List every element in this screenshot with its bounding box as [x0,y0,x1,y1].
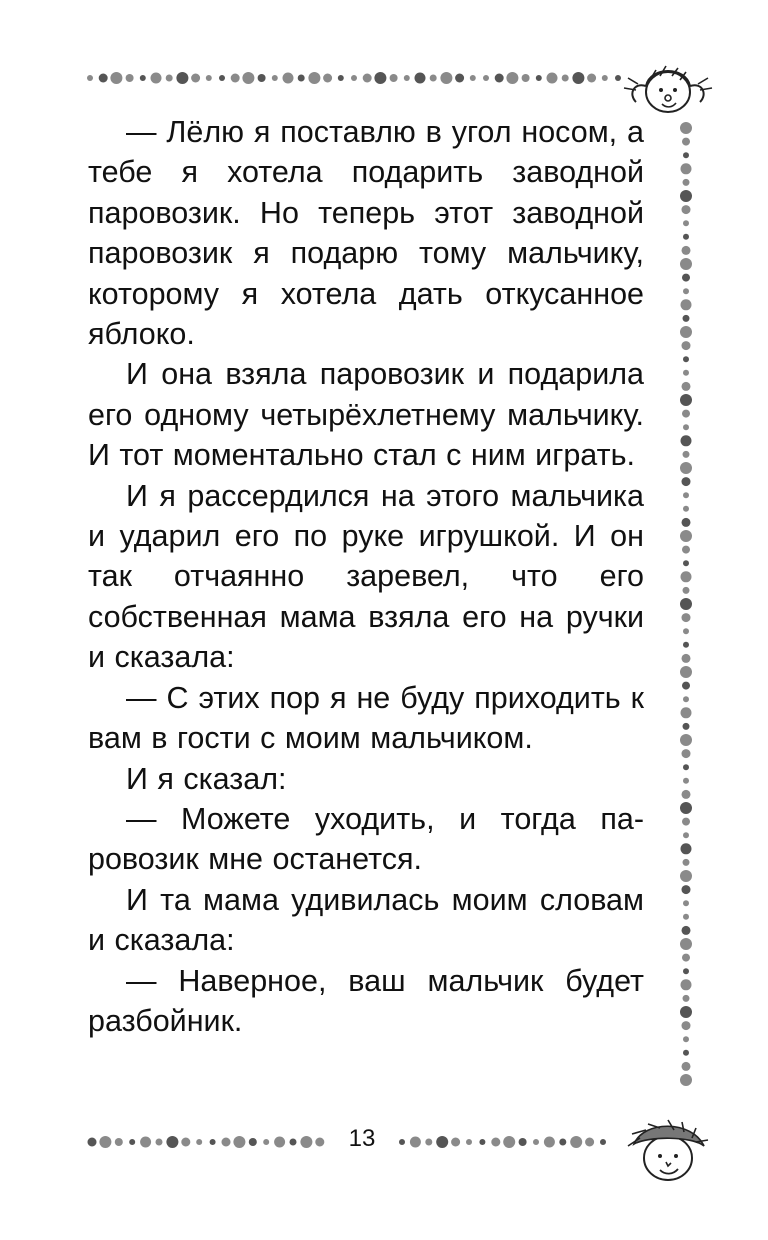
bottom-right-dot-row [399,1136,606,1148]
border-dot [681,571,692,582]
border-dot [374,72,386,84]
border-dot [683,315,690,322]
border-dot [503,1136,515,1148]
top-dot-row [87,72,621,84]
girl-face-icon [624,66,712,112]
border-dot [140,75,146,81]
border-dot [683,288,689,294]
border-dot [602,75,608,81]
border-dot [436,1136,448,1148]
border-dot [683,778,689,784]
border-dot [682,790,691,799]
border-dot [680,122,692,134]
border-dot [249,1138,257,1146]
border-dot [682,749,691,758]
border-dot [483,75,489,81]
paragraph: И я сказал: [126,761,287,796]
border-dot [181,1138,190,1147]
border-dot [682,885,691,894]
border-dot [544,1137,555,1148]
border-dot [682,613,691,622]
border-dot [682,682,690,690]
border-dot [683,506,689,512]
border-dot [680,802,692,814]
border-dot [140,1137,151,1148]
border-dot [451,1138,460,1147]
border-dot [680,734,692,746]
border-dot [682,1062,691,1071]
border-dot [233,1136,245,1148]
border-dot [191,74,200,83]
border-dot [682,246,691,255]
border-dot [425,1139,432,1146]
border-dot [680,598,692,610]
border-dot [682,654,691,663]
border-dot [466,1139,472,1145]
border-dot [479,1139,485,1145]
border-dot [470,75,476,81]
border-dot [585,1138,594,1147]
border-dot [680,666,692,678]
border-dot [682,546,690,554]
border-dot [683,370,689,376]
border-dot [683,859,690,866]
border-dot [682,1021,691,1030]
border-dot [338,75,344,81]
border-dot [683,995,690,1002]
border-dot [683,234,689,240]
border-dot [87,75,93,81]
border-dot [166,1136,178,1148]
border-dot [570,1136,582,1148]
border-dot [680,462,692,474]
border-dot [681,843,692,854]
border-dot [308,72,320,84]
border-dot [298,75,305,82]
border-dot [495,74,504,83]
border-dot [680,530,692,542]
border-dot [681,299,692,310]
border-dot [151,73,162,84]
border-dot [680,326,692,338]
border-dot [272,75,278,81]
border-dot [263,1139,269,1145]
border-dot [683,1050,689,1056]
border-dot [683,492,689,498]
border-dot [680,1006,692,1018]
border-dot [682,926,691,935]
border-dot [390,74,398,82]
border-dot [351,75,357,81]
border-dot [683,723,690,730]
border-dot [680,394,692,406]
paragraph: И она взяла паровозик и подарила его одному четырёхлетнему мальчику. И тот моментально стал с ним играть. [88,357,644,473]
border-dot [399,1139,405,1145]
border-dot [274,1137,285,1148]
border-dot [547,73,558,84]
border-dot [683,764,689,770]
border-dot [410,1137,421,1148]
border-dot [615,75,621,81]
border-dot [166,75,173,82]
border-dot [440,72,452,84]
border-dot [681,435,692,446]
border-dot [683,968,689,974]
border-dot [219,75,225,81]
border-dot [126,74,134,82]
paragraph: — Наверное, ваш мальчик будет разбойник. [88,963,644,1038]
border-dot [681,163,692,174]
border-dot [231,74,240,83]
border-dot [242,72,254,84]
border-dot [682,205,691,214]
border-dot [683,900,689,906]
border-dot [682,382,691,391]
border-dot [455,74,464,83]
border-dot [680,190,692,202]
border-dot [683,451,690,458]
border-dot [683,356,689,362]
border-dot [683,642,689,648]
bottom-left-dot-row [88,1136,325,1148]
border-dot [300,1136,312,1148]
border-dot [681,707,692,718]
border-dot [683,152,689,158]
border-dot [683,424,689,430]
paragraph: И я рассердился на этого мальчика и ударил его по руке игрушкой. И он так отчаянно заревел, что его собственная мама взяла его на ручки и сказала: [88,478,644,675]
paragraph: — С этих пор я не буду приходить к вам в гости с моим мальчиком. [88,680,644,756]
border-dot [680,1074,692,1086]
border-dot [430,75,437,82]
border-dot [683,1036,689,1042]
border-dot [683,832,689,838]
border-dot [682,138,690,146]
border-dot [600,1139,606,1145]
border-dot [88,1138,97,1147]
border-dot [680,938,692,950]
border-dot [283,73,294,84]
border-dot [363,74,372,83]
boy-face-icon [628,1120,708,1180]
border-dot [680,258,692,270]
right-dot-column [680,122,692,1086]
border-dot [196,1139,202,1145]
border-dot [682,818,690,826]
border-dot [682,518,691,527]
page-number: 13 [348,1125,376,1152]
border-dot [682,274,690,282]
border-dot [176,72,188,84]
border-dot [683,220,689,226]
border-dot [315,1138,324,1147]
border-dot [562,75,569,82]
border-dot [210,1139,216,1145]
border-dot [99,1136,111,1148]
border-dot [536,75,542,81]
border-dot [683,696,689,702]
border-dot [572,72,584,84]
border-dot [115,1138,123,1146]
border-dot [683,914,689,920]
border-dot [682,477,691,486]
border-dot [206,75,212,81]
border-dot [682,954,690,962]
border-dot [519,1138,527,1146]
border-dot [522,74,530,82]
border-dot [156,1139,163,1146]
paragraph: И та мама удивилась моим словам и сказала: [88,882,644,958]
border-dot [404,75,410,81]
border-dot [506,72,518,84]
border-dot [683,628,689,634]
text-body [88,112,644,1041]
border-dot [683,179,690,186]
border-dot [680,870,692,882]
border-dot [290,1139,297,1146]
border-dot [258,74,266,82]
border-dot [681,979,692,990]
border-dot [682,410,690,418]
border-dot [110,72,122,84]
border-dot [129,1139,135,1145]
border-dot [222,1138,231,1147]
border-dot [683,587,690,594]
border-dot [682,341,691,350]
border-dot [683,560,689,566]
paragraph: — Лёлю я поставлю в угол носом, а тебе я хотела подарить заводной паровозик. Но теперь этот заводной паровозик я подарю тому мальчику, которому я хотела дать откусанное яблоко. [88,115,644,352]
border-dot [323,74,332,83]
border-dot [559,1139,566,1146]
border-dot [99,74,108,83]
paragraph: — Можете уходить, и тогда паровозик мне останется. [88,801,644,877]
border-dot [587,74,596,83]
border-dot [533,1139,539,1145]
border-dot [415,73,426,84]
border-dot [491,1138,500,1147]
